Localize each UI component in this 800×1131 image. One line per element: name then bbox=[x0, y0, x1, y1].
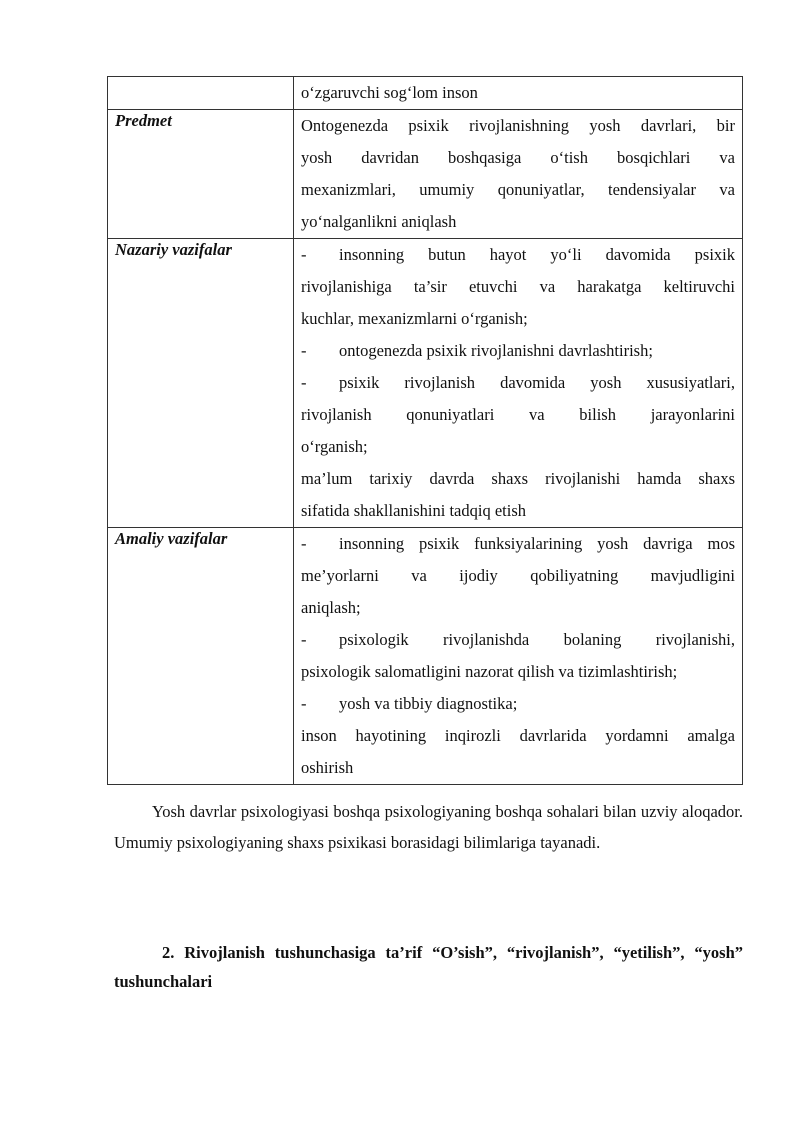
list-item bbox=[301, 624, 735, 656]
table-label-cell: Predmet bbox=[108, 110, 294, 239]
table-text-line: sifatida shakllanishini tadqiq etish bbox=[301, 501, 527, 520]
table-text-line: o‘rganish; bbox=[301, 437, 368, 456]
table-text-line: kuchlar, mexanizmlarni o‘rganish; bbox=[301, 309, 528, 328]
table-text-line: psixologik salomatligini nazorat qilish va tizimlashtirish; bbox=[301, 662, 678, 681]
dash-marker: - bbox=[301, 341, 307, 360]
dash-marker: - bbox=[301, 630, 307, 649]
list-item bbox=[301, 688, 735, 720]
body-paragraph: Yosh davrlar psixologiyasi boshqa psixologiyaning boshqa sohalari bilan uzviy aloqador. Umumiy psixologiyaning shaxs psixikasi borasidagi bilimlariga tayanadi. bbox=[114, 802, 743, 852]
table-text-line: Ontogenezda psixik rivojlanishning yosh davrlari, bir bbox=[301, 116, 735, 135]
list-item-text: insonning butun hayot yo‘li davomida psixik bbox=[339, 245, 735, 264]
list-item-text: psixik rivojlanish davomida yosh xususiyatlari, bbox=[339, 373, 735, 392]
table-text-line: aniqlash; bbox=[301, 598, 361, 617]
table-row bbox=[108, 528, 743, 785]
list-item-text: yosh va tibbiy diagnostika; bbox=[339, 694, 518, 713]
list-item bbox=[301, 335, 735, 367]
table-content-cell bbox=[294, 239, 743, 528]
table-label-cell bbox=[108, 77, 294, 110]
list-item-text: insonning psixik funksiyalarining yosh davriga mos bbox=[339, 534, 735, 553]
table-content-cell bbox=[294, 528, 743, 785]
table-label-cell: Amaliy vazifalar bbox=[108, 528, 294, 785]
list-item-text: psixologik rivojlanishda bolaning rivojlanishi, bbox=[339, 630, 735, 649]
table-content-cell bbox=[294, 77, 743, 110]
list-item bbox=[301, 239, 735, 271]
table-text-line: ma’lum tarixiy davrda shaxs rivojlanishi hamda shaxs bbox=[301, 469, 735, 488]
table-text-line: oshirish bbox=[301, 758, 354, 777]
definition-table bbox=[107, 76, 743, 785]
table-content-cell bbox=[294, 110, 743, 239]
table-text-line: me’yorlarni va ijodiy qobiliyatning mavjudligini bbox=[301, 566, 735, 585]
dash-marker: - bbox=[301, 534, 307, 553]
table-text-line: rivojlanish qonuniyatlari va bilish jarayonlarini bbox=[301, 405, 735, 424]
table-text-line: rivojlanishiga ta’sir etuvchi va harakatga keltiruvchi bbox=[301, 277, 735, 296]
table-text-line: yosh davridan boshqasiga o‘tish bosqichlari va bbox=[301, 148, 735, 167]
list-item bbox=[301, 367, 735, 399]
table-text-line: inson hayotining inqirozli davrlarida yordamni amalga bbox=[301, 726, 735, 745]
table-text-line: o‘zgaruvchi sog‘lom inson bbox=[301, 83, 478, 102]
list-item bbox=[301, 528, 735, 560]
section-heading: 2. Rivojlanish tushunchasiga ta’rif “O’sish”, “rivojlanish”, “yetilish”, “yosh” tushunchalari bbox=[114, 943, 743, 991]
table-label-cell: Nazariy vazifalar bbox=[108, 239, 294, 528]
dash-marker: - bbox=[301, 373, 307, 392]
table-row bbox=[108, 110, 743, 239]
table-text-line: yo‘nalganlikni aniqlash bbox=[301, 212, 457, 231]
table-text-line: mexanizmlari, umumiy qonuniyatlar, tendensiyalar va bbox=[301, 180, 735, 199]
table-row bbox=[108, 239, 743, 528]
table-row bbox=[108, 77, 743, 110]
list-item-text: ontogenezda psixik rivojlanishni davrlashtirish; bbox=[339, 341, 653, 360]
dash-marker: - bbox=[301, 694, 307, 713]
dash-marker: - bbox=[301, 245, 307, 264]
